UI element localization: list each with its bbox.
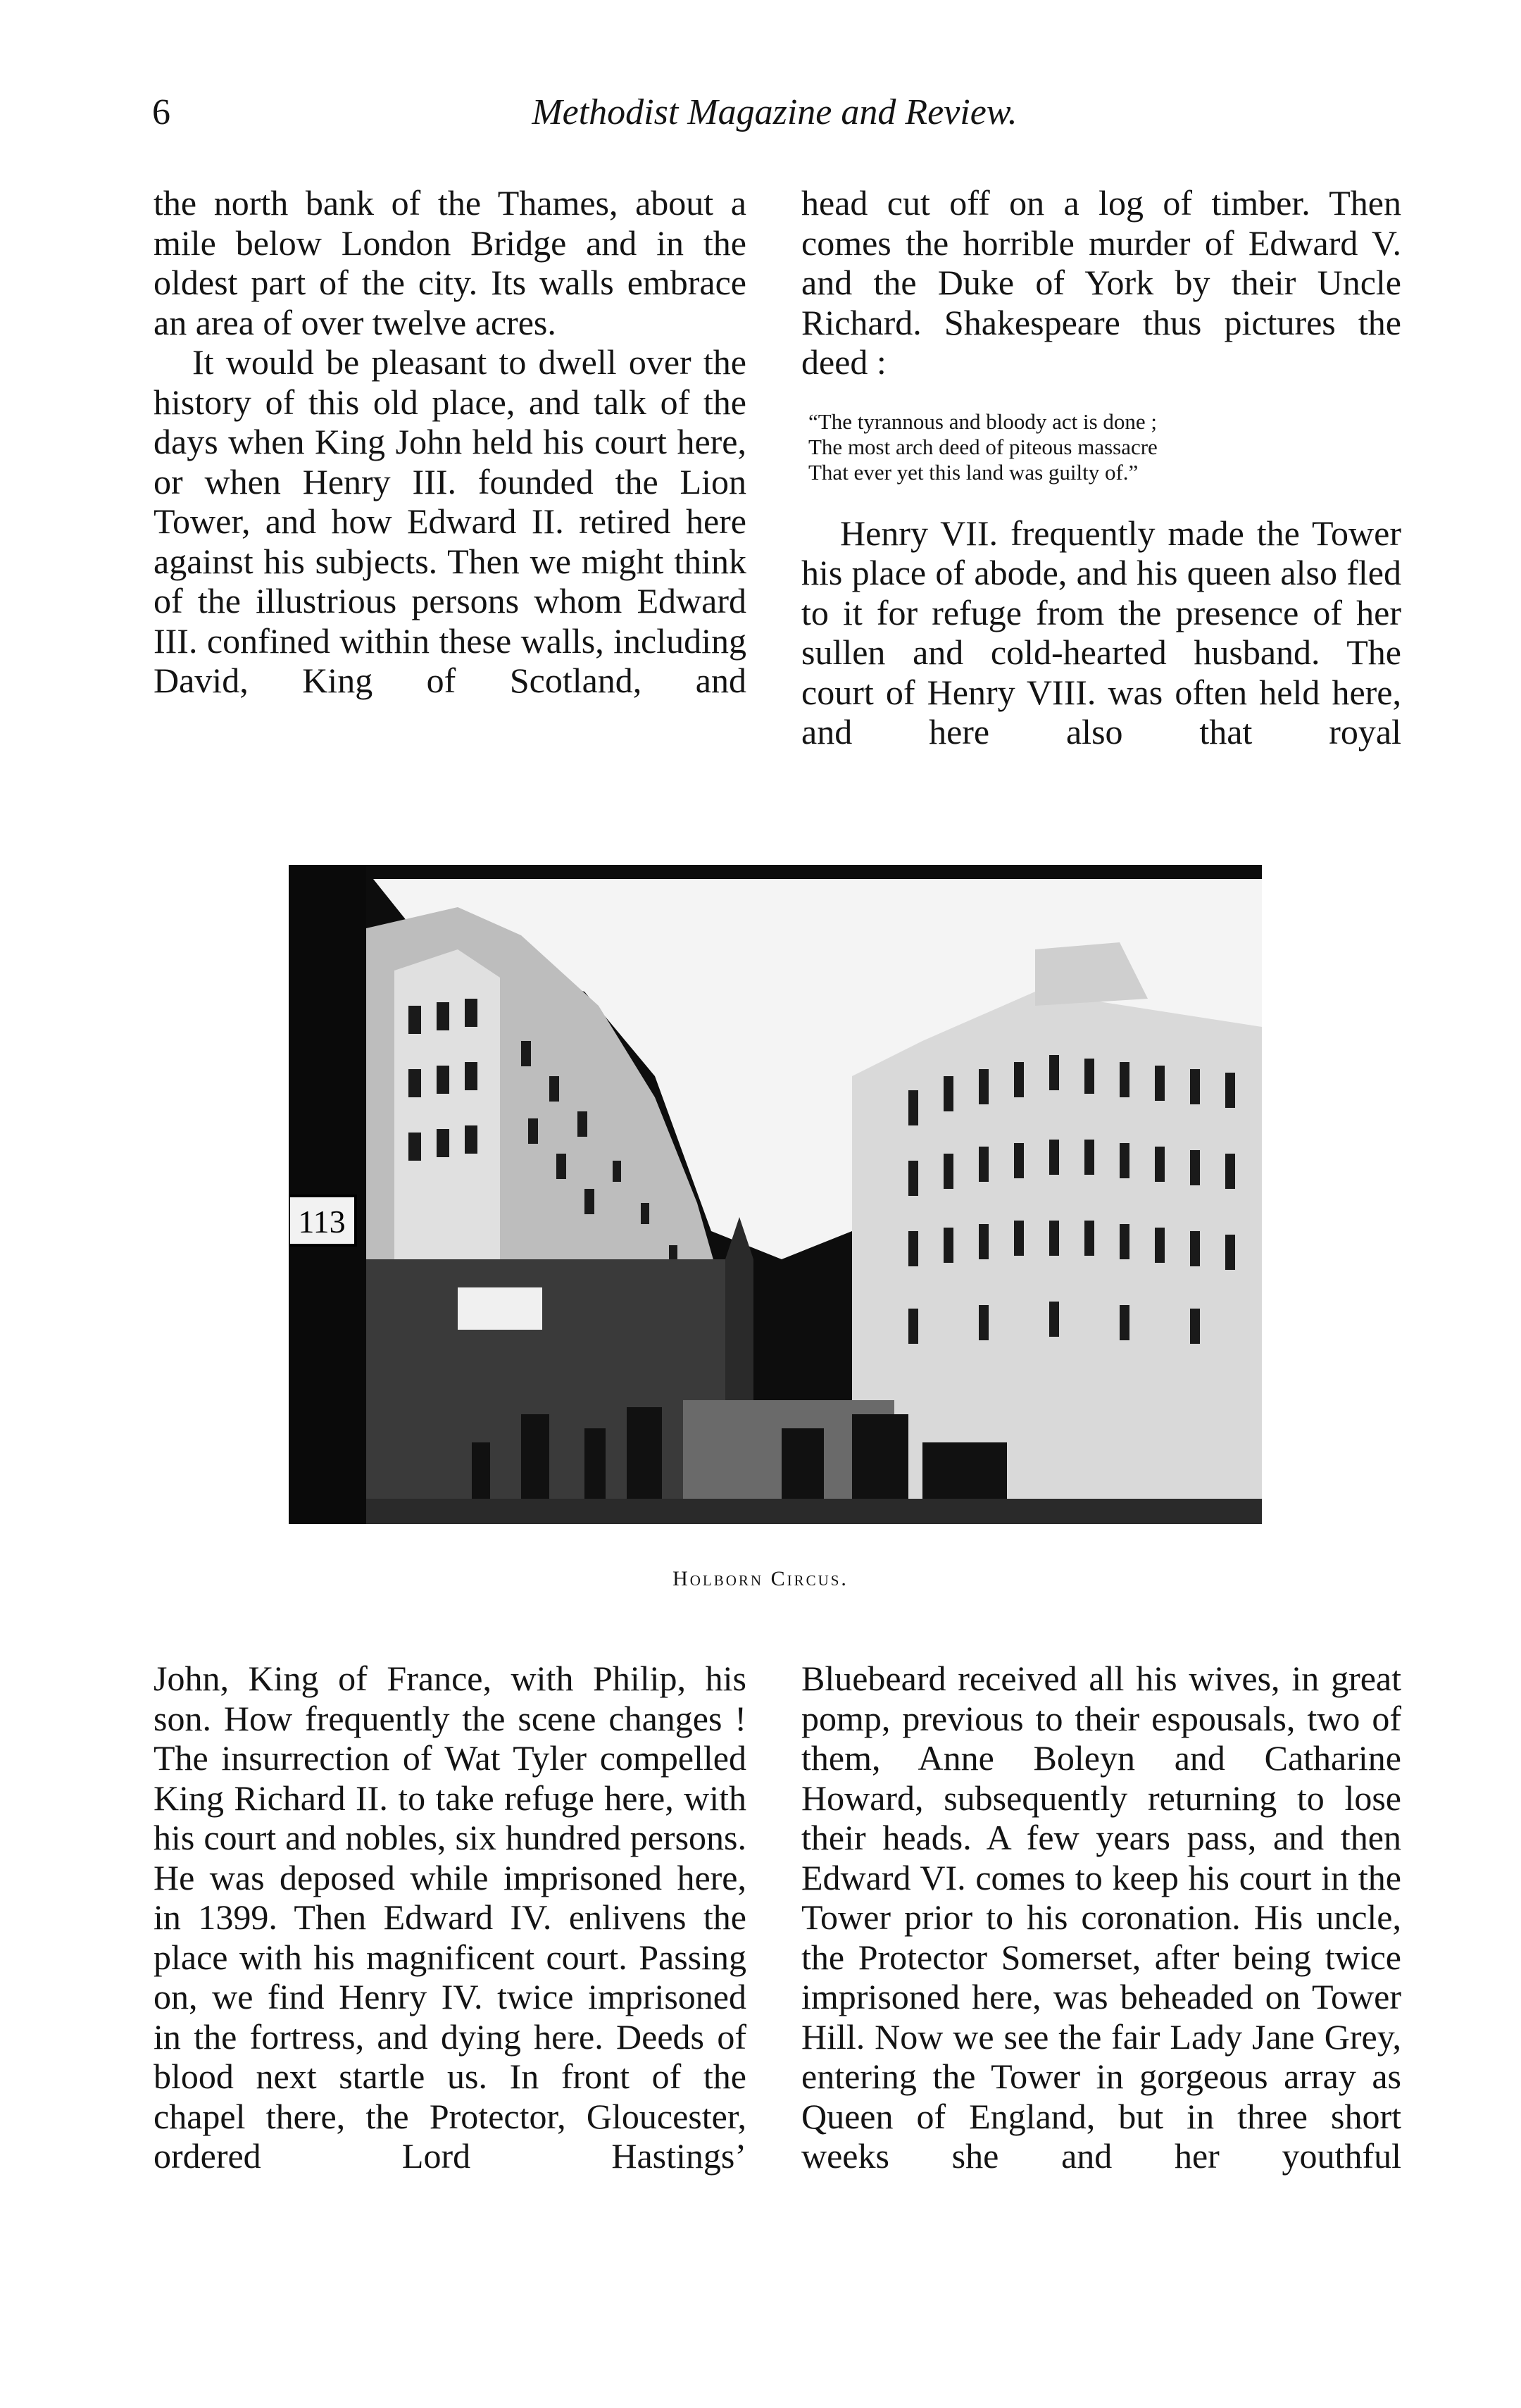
page-number: 6 [152, 92, 170, 132]
paragraph: It would be pleasant to dwell over the history of this old place, and talk of the days when King John held his court here, or when Henry III. founded the Lion Tower, and how Edward II. retired here against his subjects. Then we might think of the illustrious persons whom Edward III. confined within these walls, including David, King of Scotland, and [154, 342, 746, 700]
figure-caption: Holborn Circus. [672, 1567, 849, 1590]
quote-line: That ever yet this land was guilty of.” [808, 459, 1139, 485]
quote-line: “The tyrannous and bloody act is done ; [808, 408, 1158, 434]
top-left-column [154, 183, 746, 701]
bottom-left-column [154, 1659, 746, 2176]
magazine-title: Methodist Magazine and Review. [532, 92, 1018, 132]
quote-line: The most arch deed of piteous massacre [808, 434, 1158, 459]
top-right-column [801, 183, 1401, 752]
paragraph: John, King of France, with Philip, his son. How frequently the scene changes ! The insurrection of Wat Tyler compelled King Richard II. to take refuge here, with his court and nobles, six hundred persons. He was deposed while imprisoned here, in 1399. Then Edward IV. enlivens the place with his magnificent court. Passing on, we find Henry IV. twice imprisoned in the fortress, and dying here. Deeds of blood next startle us. In front of the chapel there, the Protector, Gloucester, ordered Lord Hastings’ [154, 1659, 746, 2176]
building-number-sign: 113 [298, 1204, 346, 1240]
running-head [0, 85, 1521, 141]
paragraph: head cut off on a log of timber. Then comes the horrible murder of Edward V. and the Duke of York by their Uncle Richard. Shakespeare thus pictures the deed : [801, 183, 1401, 382]
holborn-circus-photograph [289, 865, 1262, 1524]
paragraph: Bluebeard received all his wives, in great pomp, previous to their espousals, two of them, Anne Boleyn and Catharine Howard, subsequently returning to lose their heads. A few years pass, and then Edward VI. comes to keep his court in the Tower prior to his coronation. His uncle, the Protector Somerset, after being twice imprisoned here, was beheaded on Tower Hill. Now we see the fair Lady Jane Grey, entering the Tower in gorgeous array as Queen of England, but in three short weeks she and her youthful [801, 1659, 1401, 2176]
paragraph: the north bank of the Thames, about a mile below London Bridge and in the oldest part of the city. Its walls embrace an area of over twelve acres. [154, 183, 746, 342]
paragraph: Henry VII. frequently made the Tower his place of abode, and his queen also fled to it for refuge from the presence of her sullen and cold-hearted husband. The court of Henry VIII. was often held here, and here also that royal [801, 513, 1401, 751]
bottom-right-column [801, 1659, 1401, 2176]
shakespeare-quote [801, 409, 1401, 485]
